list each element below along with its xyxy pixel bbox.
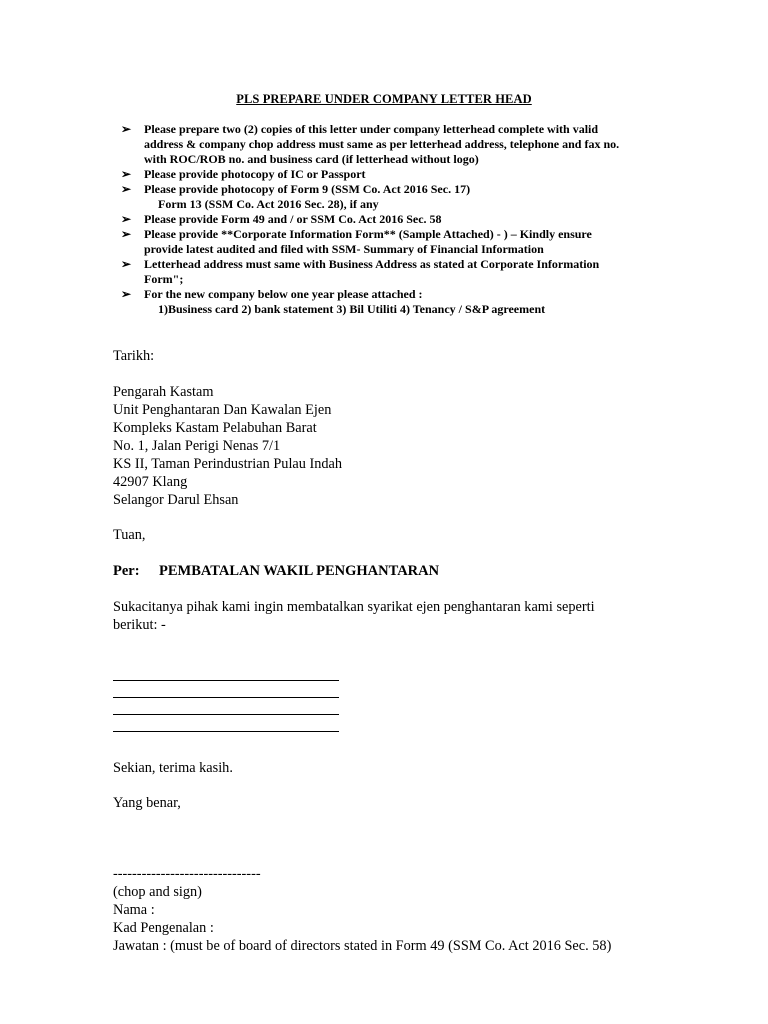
instruction-list (118, 122, 678, 317)
blank-line (113, 715, 339, 732)
address-line: Pengarah Kastam (113, 384, 214, 400)
instruction-line: Letterhead address must same with Business Address as stated at Corporate Information (144, 257, 600, 271)
body-paragraph (113, 598, 595, 634)
arrow-bullet-icon: ➢ (121, 257, 132, 271)
subject-line (113, 562, 439, 580)
subject-prefix: Per: (113, 563, 140, 579)
signature-line: Nama : (113, 902, 155, 918)
address-line: Unit Penghantaran Dan Kawalan Ejen (113, 402, 332, 418)
instruction-line: For the new company below one year please attached : (144, 287, 423, 301)
instruction-line: Please provide photocopy of Form 9 (SSM Co. Act 2016 Sec. 17) (144, 182, 471, 196)
instruction-line: Please prepare two (2) copies of this letter under company letterhead complete with valid (144, 122, 599, 136)
arrow-bullet-icon: ➢ (121, 122, 132, 136)
arrow-bullet-icon: ➢ (121, 167, 132, 181)
list-item (118, 182, 678, 212)
subject-text: PEMBATALAN WAKIL PENGHANTARAN (159, 563, 440, 579)
blank-fill-lines (113, 664, 339, 732)
list-item (118, 287, 678, 317)
list-item (118, 122, 678, 167)
body-line: berikut: - (113, 617, 166, 633)
blank-line (113, 698, 339, 715)
blank-line (113, 664, 339, 681)
address-line: Kompleks Kastam Pelabuhan Barat (113, 420, 317, 436)
yours-line: Yang benar, (113, 795, 181, 811)
body-line: Sukacitanya pihak kami ingin membatalkan syarikat ejen penghantaran kami seperti (113, 599, 595, 615)
arrow-bullet-icon: ➢ (121, 287, 132, 301)
page-title: PLS PREPARE UNDER COMPANY LETTER HEAD (236, 92, 532, 106)
signature-line: (chop and sign) (113, 884, 202, 900)
arrow-bullet-icon: ➢ (121, 227, 132, 241)
instruction-line: address & company chop address must same as per letterhead address, telephone and fax no. (144, 137, 620, 151)
list-item (118, 227, 678, 257)
blank-line (113, 681, 339, 698)
recipient-address (113, 383, 342, 509)
signature-block (113, 865, 611, 955)
address-line: No. 1, Jalan Perigi Nenas 7/1 (113, 438, 281, 454)
address-line: KS II, Taman Perindustrian Pulau Indah (113, 456, 343, 472)
instruction-line: Please provide photocopy of IC or Passport (144, 167, 366, 181)
date-label: Tarikh: (113, 348, 155, 364)
list-item (118, 257, 678, 287)
instruction-line: provide latest audited and filed with SSM- Summary of Financial Information (144, 242, 544, 256)
closing-line: Sekian, terima kasih. (113, 760, 233, 776)
address-line: 42907 Klang (113, 474, 188, 490)
signature-line: Jawatan : (must be of board of directors stated in Form 49 (SSM Co. Act 2016 Sec. 58) (113, 938, 612, 954)
instruction-line: Form"; (144, 272, 184, 286)
address-line: Selangor Darul Ehsan (113, 492, 239, 508)
list-item (118, 167, 678, 182)
arrow-bullet-icon: ➢ (121, 212, 132, 226)
instruction-line: with ROC/ROB no. and business card (if letterhead without logo) (144, 152, 479, 166)
instruction-line: 1)Business card 2) bank statement 3) Bil Utiliti 4) Tenancy / S&P agreement (158, 302, 546, 316)
signature-line: Kad Pengenalan : (113, 920, 214, 936)
list-item (118, 212, 678, 227)
instruction-line: Please provide **Corporate Information Form** (Sample Attached) - ) – Kindly ensure (144, 227, 592, 241)
instruction-line: Please provide Form 49 and / or SSM Co. Act 2016 Sec. 58 (144, 212, 442, 226)
instruction-line: Form 13 (SSM Co. Act 2016 Sec. 28), if any (158, 197, 379, 211)
signature-rule: ------------------------------- (113, 866, 261, 882)
salutation: Tuan, (113, 527, 146, 543)
arrow-bullet-icon: ➢ (121, 182, 132, 196)
